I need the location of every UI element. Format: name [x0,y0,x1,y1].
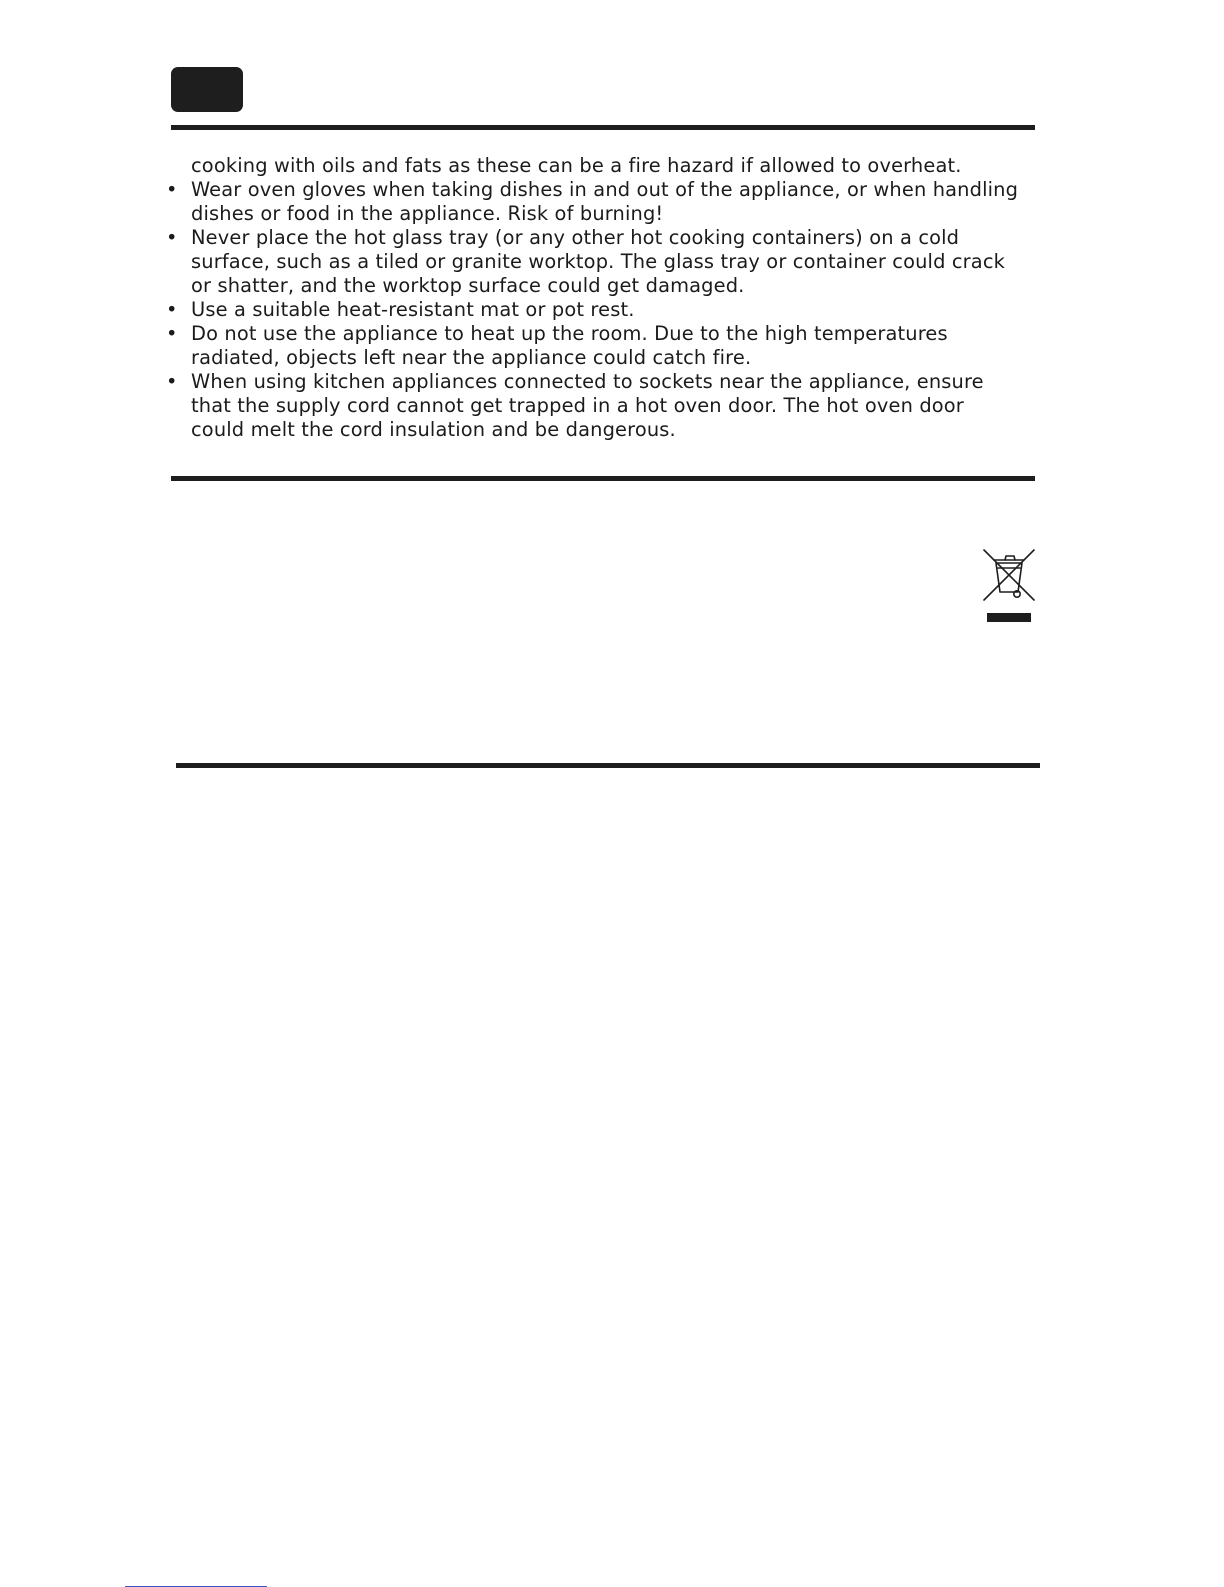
section-divider-bottom [176,763,1040,768]
bullet-icon: • [166,178,178,201]
list-item [160,178,1070,226]
safety-bullet-list [160,178,1070,442]
language-badge [171,67,243,112]
bullet-text-line: could melt the cord insulation and be dangerous. [191,418,676,441]
section-divider-middle [171,476,1035,481]
list-item [160,226,1070,298]
list-item [160,370,1070,442]
continued-paragraph: cooking with oils and fats as these can be a fire hazard if allowed to overheat. [191,154,962,177]
bullet-text-line: Wear oven gloves when taking dishes in and out of the appliance, or when handling [191,178,1019,201]
bullet-text-line: Do not use the appliance to heat up the room. Due to the high temperatures [191,322,948,345]
section-divider-top [171,125,1035,130]
list-item [160,322,1070,370]
bullet-icon: • [166,298,178,321]
bullet-text-line: that the supply cord cannot get trapped in a hot oven door. The hot oven door [191,394,964,417]
bullet-icon: • [166,226,178,249]
bullet-text-line: or shatter, and the worktop surface could get damaged. [191,274,745,297]
bullet-text-line: dishes or food in the appliance. Risk of burning! [191,202,664,225]
bullet-text-line: Never place the hot glass tray (or any other hot cooking containers) on a cold [191,226,960,249]
bullet-text-line: radiated, objects left near the appliance could catch fire. [191,346,752,369]
bullet-text-line: surface, such as a tiled or granite worktop. The glass tray or container could crack [191,250,1006,273]
list-item [160,298,1070,322]
bullet-text-line: Use a suitable heat-resistant mat or pot rest. [191,298,635,321]
bullet-text-line: When using kitchen appliances connected to sockets near the appliance, ensure [191,370,984,393]
bullet-icon: • [166,322,178,345]
safety-instructions [160,154,1070,442]
crossed-out-wheelie-bin-icon [981,546,1037,626]
bullet-icon: • [166,370,178,393]
